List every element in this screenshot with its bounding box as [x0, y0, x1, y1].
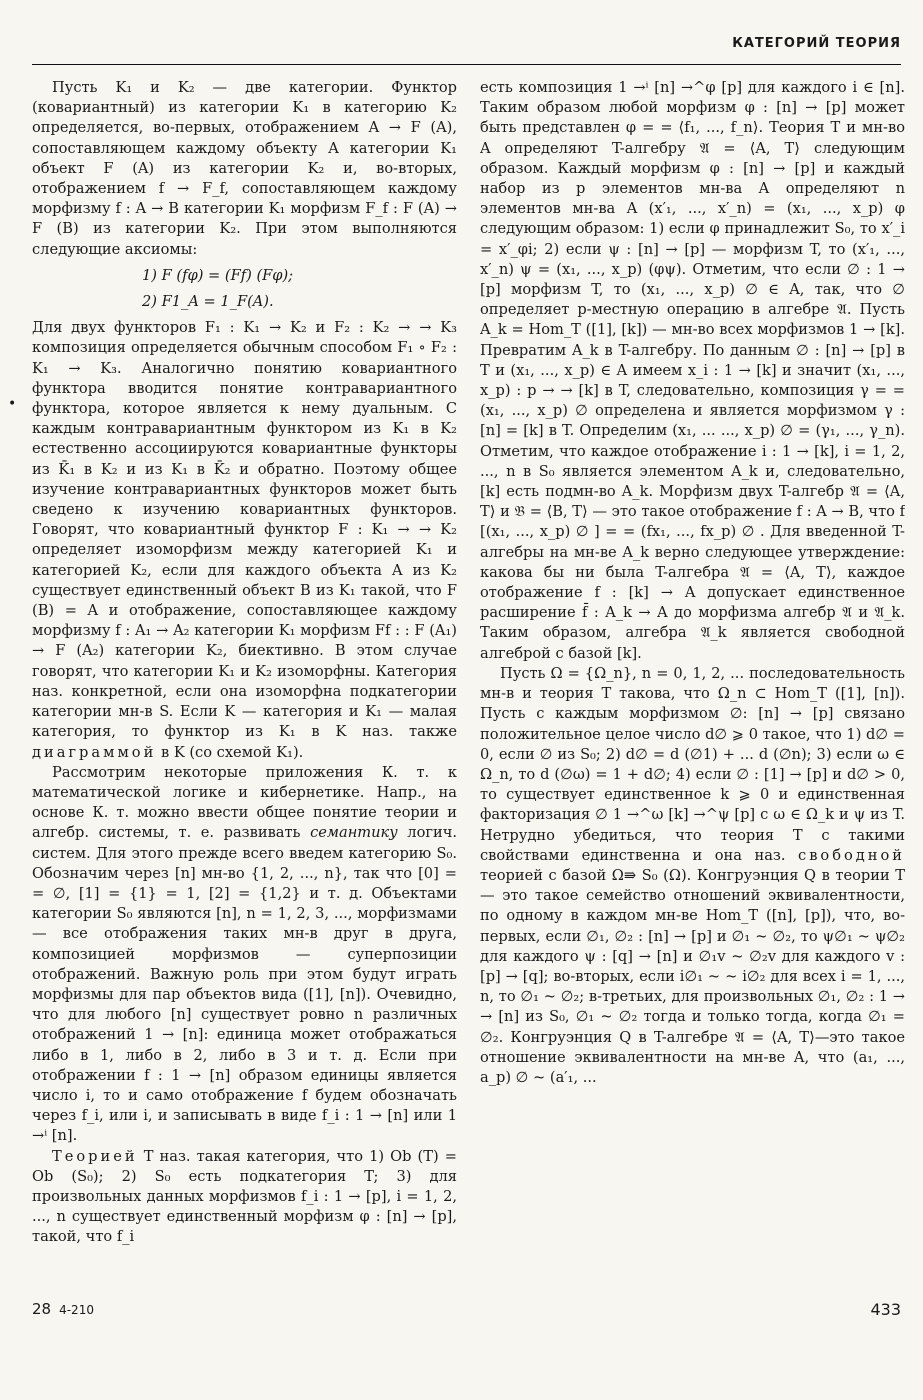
- paragraph-applications-a: Рассмотрим некоторые приложения К. т. к математической логике и кибернетике. Напр., на основе К. т. можно ввести общее понятие теории и алгебр. системы, т. е. развивать: [32, 763, 457, 842]
- paragraph-functor-definition: Пусть K₁ и K₂ — две категории. Функтор (ковариантный) из категории K₁ в категорию K₂ определяется, во-первых, отображением A → F (A), сопоставляющем каждому объекту A категории K₁ объект F (A) из категории K₂ и, во-вторых, отображением f → F_f, сопоставляющем каждому морфизму f : A → B категории K₁ морфизм F_f : F (A) → F (B) из категории K₂. При этом выполняются следующие аксиомы:: [32, 79, 457, 258]
- paragraph-free-theory-a: Пусть Ω = {Ω_n}, n = 0, 1, 2, ... последовательность мн-в и теория T такова, что Ω_n ⊂ Hom_T ([1], [n]). Пусть с каждым морфизмом ∅: [n] → [p] связано положительное целое число d∅ ⩾ 0 такое, что 1) d∅ = 0, если ∅ из S₀; 2) d∅ = d (∅1) + ... d (∅n); 3) если ω ∈ Ω_n, то d (∅ω) = 1 + d∅; 4) если ∅ : [1] → [p] и d∅ > 0, то существует единственное k ⩾ 0 и единственная факторизация ∅ 1 →^ω [k] →^ψ [p] с ω ∈ Ω_k и ψ из T. Нетрудно убедиться, что теория T с такими свойствами единственна и она наз.: [480, 664, 905, 864]
- paragraph-applications: [32, 763, 457, 1147]
- term-free: свободной: [798, 846, 905, 864]
- term-semantics: семантику: [310, 824, 398, 842]
- paragraph-composition: [32, 318, 457, 762]
- paragraph-free-theory-b: теорией с базой Ω⇛ S₀ (Ω). Конгруэнция Q в теории T — это такое семейство отношений эквивалентности, по одному в каждом мн-ве Hom_T ([n], [p]), что, во-первых, если ∅₁, ∅₂ : [n] → [p] и ∅₁ ~ ∅₂, то ψ∅₁ ~ ψ∅₂ для каждого ψ : [q] → [n] и ∅₁v ~ ∅₂v для каждого v : [p] → [q]; во-вторых, если i∅₁ ~ ~ i∅₂ для всех i = 1, ..., n, то ∅₁ ~ ∅₂; в-третьих, для произвольных ∅₁, ∅₂ : 1 → → [n] из S₀, ∅₁ ~ ∅₂ тогда и только тогда, когда ∅₁ = ∅₂. Конгруэнция Q в T-алгебре 𝔄 = ⟨A, T⟩—это такое отношение эквивалентности на мн-ве A, что (a₁, ..., a_p) ∅ ~ (a′₁, ...: [480, 866, 905, 1086]
- signature-mark: 4-210: [59, 1303, 94, 1317]
- term-theory: Теорией: [52, 1147, 138, 1165]
- paragraph-theory: [32, 1147, 457, 1248]
- right-column: [480, 78, 905, 1288]
- term-diagram: диаграммой: [32, 743, 157, 761]
- footer-left: [32, 1300, 94, 1318]
- axiom-1: 1) F (fφ) = (Ff) (Fφ);: [142, 266, 294, 284]
- axiom-2: 2) F1_A = 1_F(A).: [142, 293, 274, 311]
- margin-mark: •: [8, 396, 17, 412]
- running-title: КАТЕГОРИЙ ТЕОРИЯ: [732, 36, 901, 51]
- paragraph-composition-end: в K (со схемой K₁).: [160, 743, 304, 761]
- page-number-left: 28: [32, 1300, 52, 1318]
- paragraph-t-algebra: есть композиция 1 →ⁱ [n] →^φ [p] для каждого i ∈ [n]. Таким образом любой морфизм φ : [n] → [p] может быть представлен φ = = ⟨f₁, ..., f_n⟩. Теория T и мн-во A определяют T-алгебру 𝔄 = ⟨A, T⟩ следующим образом. Каждый морфизм φ : [n] → [p] и каждый набор из p элементов мн-ва A определяют n элементов мн-ва A (x′₁, ..., x′_n) = (x₁, ..., x_p) φ следующим образом: 1) если φ принадлежит S₀, то x′_i = x′_φi; 2) если ψ : [n] → [p] — морфизм T, то (x′₁, ..., x′_n) ψ = (x₁, ..., x_p) (φψ). Отметим, что если ∅ : 1 → [p] морфизм T, то (x₁, ..., x_p) ∅ ∈ A, так, что ∅ определяет p-местную операцию в алгебре 𝔄. Пусть A_k = Hom_T ([1], [k]) — мн-во всех морфизмов 1 → [k]. Превратим A_k в T-алгебру. По данным ∅ : [n] → [p] в T и (x₁, ..., x_p) ∈ A имеем x_i : 1 → [k] и значит (x₁, ..., x_p) : p → → [k] в T, следовательно, композиция γ = = (x₁, ..., x_p) ∅ определена и является морфизмом γ : [n] = [k] в T. Определим (x₁, ... ..., x_p) ∅ = (γ₁, ..., γ_n). Отметим, что каждое отображение i : 1 → [k], i = 1, 2, ..., n в S₀ является элементом A_k и, следовательно, [k] есть подмн-во A_k. Морфизм двух T-алгебр 𝔄 = ⟨A, T⟩ и 𝔅 = ⟨B, T⟩ — это такое отображение f : A → B, что f [(x₁, ..., x_p) ∅ ] = = (fx₁, ..., fx_p) ∅ . Для введенной T-алгебры на мн-ве A_k верно следующее утверждение: какова бы ни была T-алгебра 𝔄 = ⟨A, T⟩, каждое отображение f : [k] → A допускает единственное расширение f̄ : A_k → A до морфизма алгебр 𝔄 и 𝔄_k. Таким образом, алгебра 𝔄_k является свободной алгеброй с базой [k].: [480, 79, 905, 662]
- paragraph-composition-text: Для двух функторов F₁ : K₁ → K₂ и F₂ : K₂ → → K₃ композиция определяется обычным способом F₁ ∘ F₂ : K₁ → K₃. Аналогично понятию ковариантного функтора вводится понятие контравариантного функтора, которое является к нему дуальным. С каждым контравариантным функтором из K₁ в K₂ естественно ассоциируются ковариантные функторы из K̄₁ в K₂ и из K₁ в K̄₂ и обратно. Поэтому общее изучение контравариантных функторов может быть сведено к изучению ковариантных функторов. Говорят, что ковариантный функтор F : K₁ → → K₂ определяет изоморфизм между категорией K₁ и категорией K₂, если для каждого объекта A из K₂ существует единственный объект B из K₁ такой, что F (B) = A и отображение, сопоставляющее каждому морфизму f : A₁ → A₂ категории K₁ морфизм Ff : : F (A₁) → F (A₂) категории K₂, биективно. В этом случае говорят, что категории K₁ и K₂ изоморфны. Категория наз. конкретной, если она изоморфна подкатегории категории мн-в S. Если K — категория и K₁ — малая категория, то функтор из K₁ в K наз. также: [32, 319, 457, 741]
- paragraph-free-theory: [480, 664, 905, 1088]
- header-rule: [32, 64, 901, 65]
- paragraph-theory-text: T наз. такая категория, что 1) Ob (T) = Ob (S₀); 2) S₀ есть подкатегория T; 3) для произвольных данных морфизмов f_i : 1 → [p], i = 1, 2, ..., n существует единственный морфизм φ : [n] → [p], такой, что f_i: [32, 1147, 457, 1246]
- left-column: [32, 78, 457, 1288]
- page-number-right: 433: [870, 1300, 901, 1319]
- paragraph-applications-b: логич. систем. Для этого прежде всего введем категорию S₀. Обозначим через [n] мн-во {1, 2, ..., n}, так что [0] = = ∅, [1] = {1} = 1, [2] = {1,2} и т. д. Объектами категории S₀ являются [n], n = 1, 2, 3, ..., морфизмами — все отображения таких мн-в друг в друга, композицией морфизмов — суперпозиции отображений. Важную роль при этом будут играть морфизмы для пар объектов вида ([1], [n]). Очевидно, что для любого [n] существует ровно n различных отображений 1 → [n]: единица может отображаться либо в 1, либо в 2, либо в 3 и т. д. Если при отображении f : 1 → [n] образом единицы является число i, то и само отображение f будем обозначать через f_i, или i, и записывать в виде f_i : 1 → [n] или 1 →ⁱ [n].: [32, 824, 457, 1145]
